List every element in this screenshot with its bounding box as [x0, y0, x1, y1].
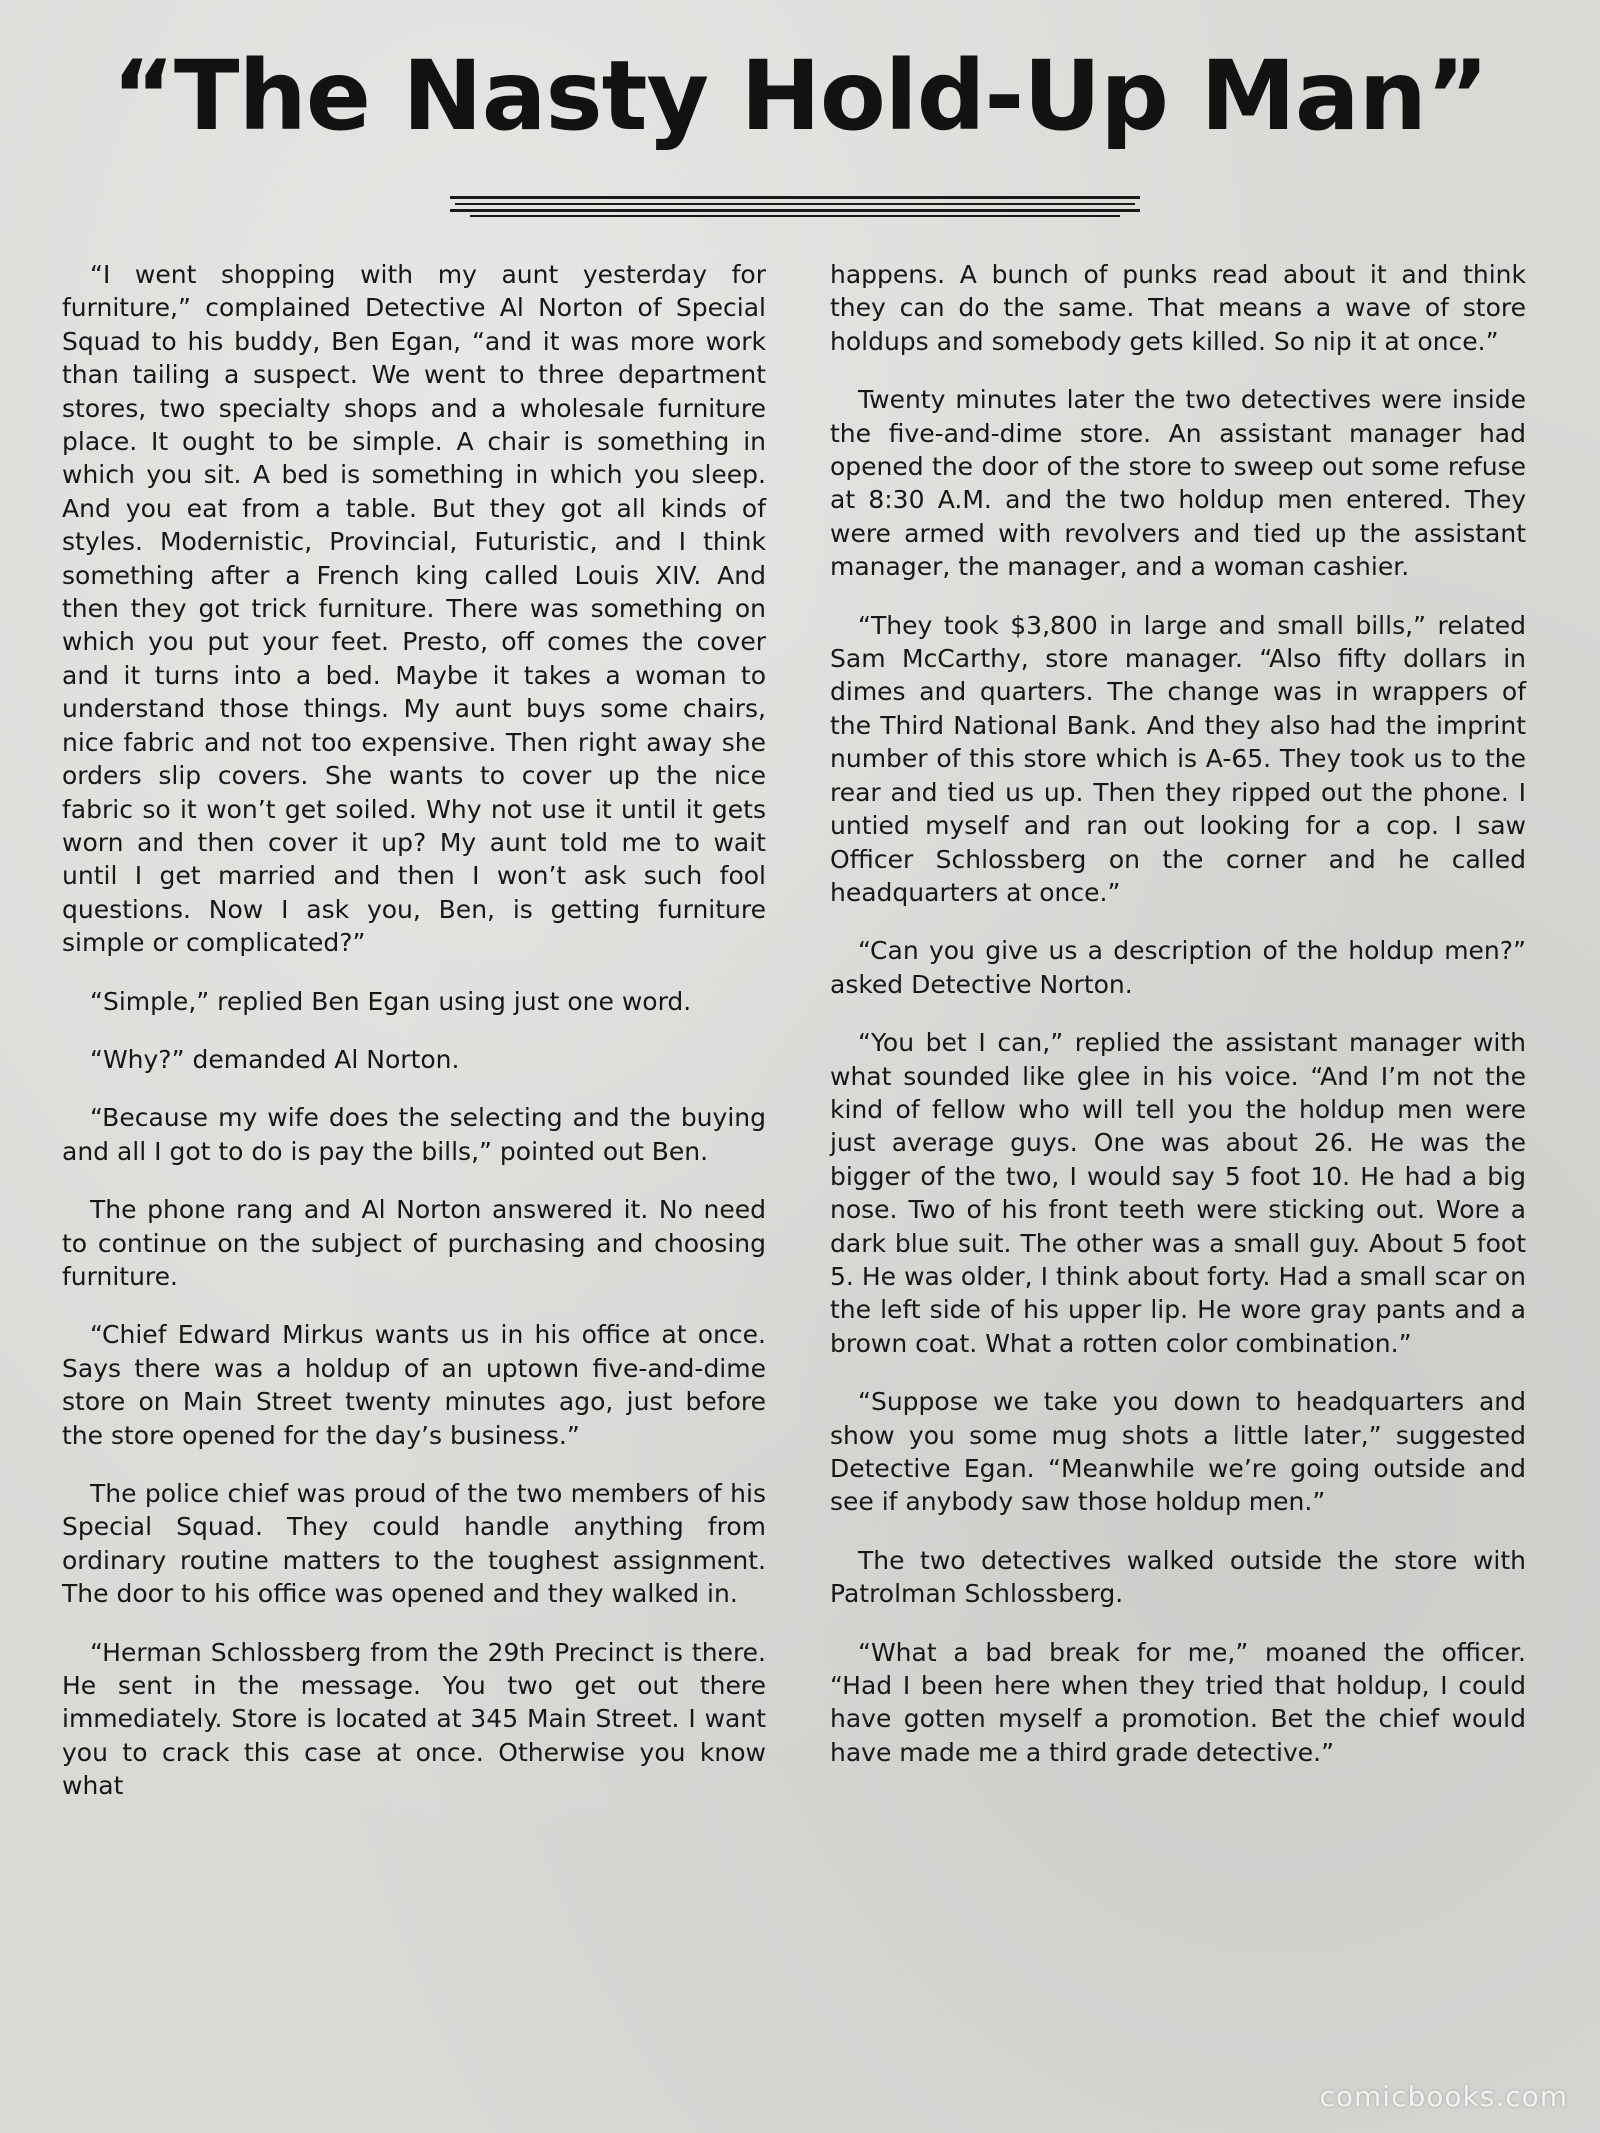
paragraph: “Why?” demanded Al Norton.	[90, 1044, 460, 1074]
story-title: “The Nasty Hold-Up Man”	[111, 40, 1489, 152]
paragraph: The two detectives walked outside the store with Patrolman Schlossberg.	[830, 1545, 1526, 1609]
paragraph: “Because my wife does the selecting and the buying and all I got to do is pay the bills,” pointed out Ben.	[62, 1103, 766, 1166]
left-column	[62, 258, 766, 1828]
paragraph: Twenty minutes later the two detectives were inside the five-and-dime store. An assistant manager had opened the door of the store to sweep out some refuse at 8:30 A.M. and the two holdup men entered. They were armed with revolvers and tied up the assistant manager, the manager, and a woman cashier.	[830, 385, 1526, 582]
title-rule	[455, 203, 1135, 205]
paragraph: “Herman Schlossberg from the 29th Precinct is there. He sent in the message. You two get out there immediately. Store is located at 345 Main Street. I want you to crack this case at once. Otherwise you know what	[62, 1637, 766, 1801]
paragraph: “They took $3,800 in large and small bills,” related Sam McCarthy, store manager. “Also fifty dollars in dimes and quarters. The change was in wrappers of the Third National Bank. And they also had the imprint number of this store which is A-65. They took us to the rear and tied us up. Then they ripped out the phone. I untied myself and ran out looking for a cop. I saw Officer Schlossberg on the corner and he called headquarters at once.”	[830, 610, 1526, 907]
right-column	[830, 258, 1526, 1794]
paragraph: “Suppose we take you down to headquarters and show you some mug shots a little later,” suggested Detective Egan. “Meanwhile we’re going outside and see if anybody saw those holdup men.”	[830, 1387, 1526, 1517]
paragraph-continued: happens. A bunch of punks read about it and think they can do the same. That means a wave of store holdups and somebody gets killed. So nip it at once.”	[830, 260, 1526, 356]
paragraph: The police chief was proud of the two members of his Special Squad. They could handle anything from ordinary routine matters to the toughest assignment. The door to his office was opened and they walked in.	[62, 1479, 766, 1609]
paragraph: “Can you give us a description of the holdup men?” asked Detective Norton.	[830, 936, 1526, 999]
paragraph: “What a bad break for me,” moaned the officer. “Had I been here when they tried that holdup, I could have gotten myself a promotion. Bet the chief would have made me a third grade detective.”	[830, 1637, 1526, 1767]
title-rule	[470, 215, 1120, 217]
paragraph: “Simple,” replied Ben Egan using just one word.	[90, 986, 692, 1016]
paragraph: The phone rang and Al Norton answered it. No need to continue on the subject of purchasing and choosing furniture.	[62, 1195, 766, 1291]
paragraph: “I went shopping with my aunt yesterday for furniture,” complained Detective Al Norton of Special Squad to his buddy, Ben Egan, “and it was more work than tailing a suspect. We went to three department stores, two specialty shops and a wholesale furniture place. It ought to be simple. A chair is something in which you sit. A bed is something in which you sleep. And you eat from a table. But they got all kinds of styles. Modernistic, Provincial, Futuristic, and I think something after a French king called Louis XIV. And then they got trick furniture. There was something on which you put your feet. Presto, off comes the cover and it turns into a bed. Maybe it takes a woman to understand those things. My aunt buys some chairs, nice fabric and not too expensive. Then right away she orders slip covers. She wants to cover up the nice fabric so it won’t get soiled. Why not use it until it gets worn and then cover it up? My aunt told me to wait until I get married and then I won’t ask such fool questions. Now I ask you, Ben, is getting furniture simple or complicated?”	[62, 260, 766, 958]
title-rule	[450, 196, 1140, 199]
title-rule	[450, 209, 1140, 212]
source-watermark: comicbooks.com	[1319, 2080, 1568, 2113]
paragraph: “You bet I can,” replied the assistant manager with what sounded like glee in his voice. “And I’m not the kind of fellow who will tell you the holdup men were just average guys. One was about 26. He was the bigger of the two, I would say 5 foot 10. He had a big nose. Two of his front teeth were sticking out. Wore a dark blue suit. The other was a small guy. About 5 foot 5. He was older, I think about forty. Had a small scar on the left side of his upper lip. He wore gray pants and a brown coat. What a rotten color combination.”	[830, 1028, 1526, 1358]
paragraph: “Chief Edward Mirkus wants us in his office at once. Says there was a holdup of an uptown five-and-dime store on Main Street twenty minutes ago, just before the store opened for the day’s business.”	[62, 1320, 766, 1450]
